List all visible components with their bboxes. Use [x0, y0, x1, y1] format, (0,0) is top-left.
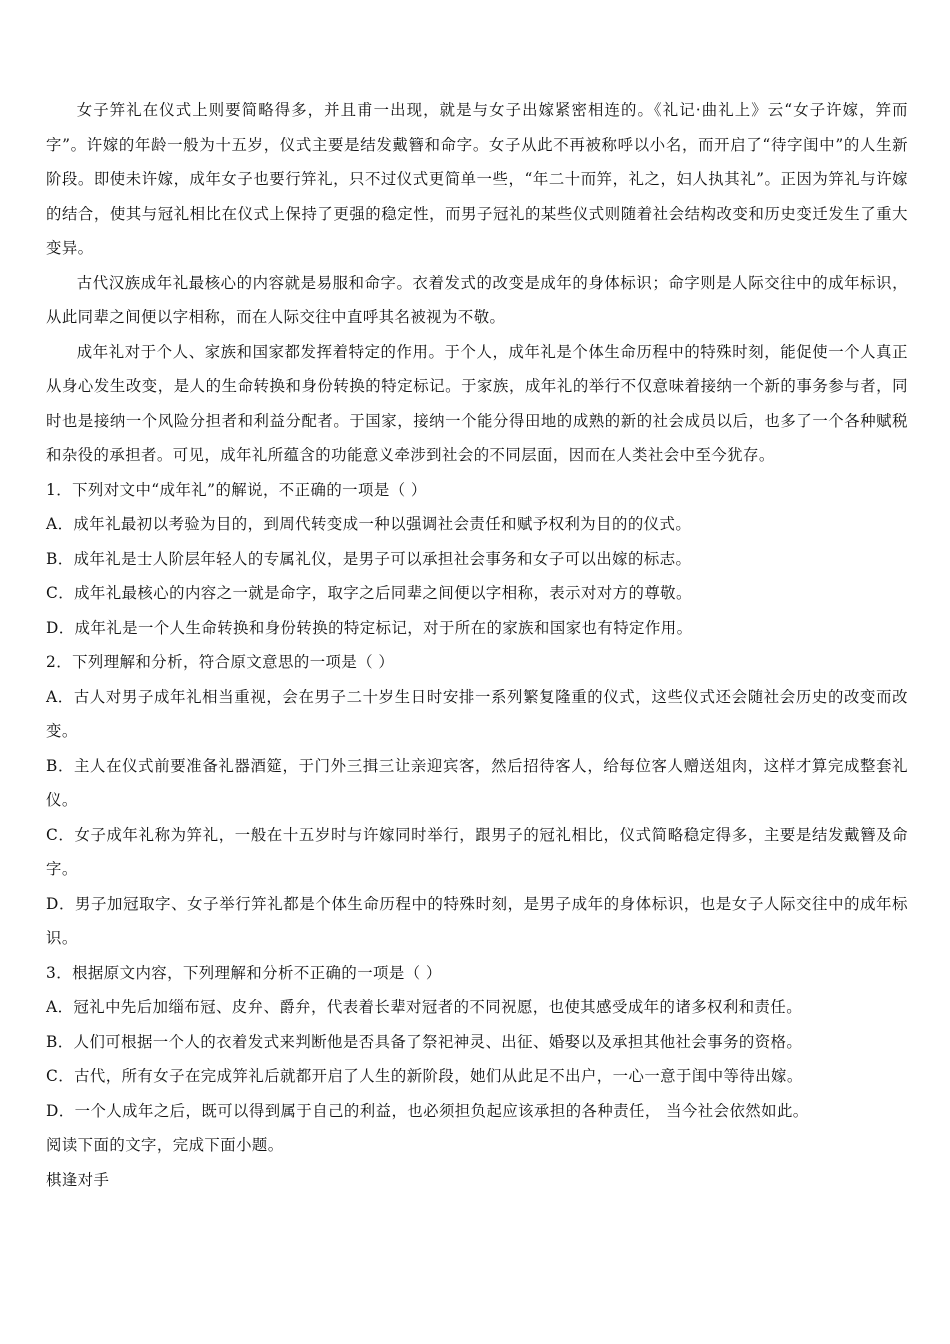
question-1-stem: 1．下列对文中“成年礼”的解说，不正确的一项是（ ） [46, 480, 427, 499]
question-1-option-a: A．成年礼最初以考验为目的，到周代转变成一种以强调社会责任和赋予权利为目的的仪式。 [46, 515, 692, 533]
question-3-stem: 3．根据原文内容，下列理解和分析不正确的一项是（ ） [46, 963, 442, 982]
passage-paragraph-3: 成年礼对于个人、家族和国家都发挥着特定的作用。于个人，成年礼是个体生命历程中的特殊时刻，能促使一个人真正从身心发生改变，是人的生命转换和身份转换的特定标记。于家族，成年礼的举行不仅意味着接纳一个新的事务参与者，同时也是接纳一个风险分担者和利益分配者。于国家，接纳一个能分得田地的成熟的新的社会成员以后，也多了一个各种赋税和杂役的承担者。可见，成年礼所蕴含的功能意义牵涉到社会的不同层面，因而在人类社会中至今犹存。 [46, 342, 908, 464]
next-passage-title: 棋逢对手 [46, 1170, 110, 1189]
question-3-option-a: A．冠礼中先后加缁布冠、皮弁、爵弁，代表着长辈对冠者的不同祝愿，也使其感受成年的诸多权利和责任。 [46, 998, 803, 1016]
reading-instruction: 阅读下面的文字，完成下面小题。 [46, 1136, 284, 1154]
question-2-option-d: D．男子加冠取字、女子举行笄礼都是个体生命历程中的特殊时刻，是男子成年的身体标识，也是女子人际交往中的成年标识。 [46, 894, 908, 947]
passage-paragraph-1: 女子笄礼在仪式上则要简略得多，并且甫一出现，就是与女子出嫁紧密相连的。《礼记·曲礼上》云“女子许嫁，笄而字”。许嫁的年龄一般为十五岁，仪式主要是结发戴簪和命字。女子从此不再被称呼以小名，而开启了“待字闺中”的人生新阶段。即使未许嫁，成年女子也要行笄礼，只不过仪式更简单一些，“年二十而笄，礼之，妇人执其礼”。正因为笄礼与许嫁的结合，使其与冠礼相比在仪式上保持了更强的稳定性，而男子冠礼的某些仪式则随着社会结构改变和历史变迁发生了重大变异。 [46, 101, 908, 257]
question-2 [46, 645, 908, 956]
question-2-stem: 2．下列理解和分析，符合原文意思的一项是（ ） [46, 653, 395, 671]
question-1-option-b: B．成年礼是士人阶层年轻人的专属礼仪，是男子可以承担社会事务和女子可以出嫁的标志。 [46, 549, 692, 568]
question-2-option-b: B．主人在仪式前要准备礼器酒筵，于门外三揖三让亲迎宾客，然后招待客人，给每位客人赠送俎肉，这样才算完成整套礼仪。 [46, 756, 908, 809]
question-2-option-a: A．古人对男子成年礼相当重视，会在男子二十岁生日时安排一系列繁复隆重的仪式，这些仪式还会随社会历史的改变而改变。 [46, 687, 908, 740]
question-3-option-d: D．一个人成年之后，既可以得到属于自己的利益，也必须担负起应该承担的各种责任， 当今社会依然如此。 [46, 1101, 809, 1120]
passage-paragraph-2: 古代汉族成年礼最核心的内容就是易服和命字。衣着发式的改变是成年的身体标识；命字则是人际交往中的成年标识，从此同辈之间便以字相称，而在人际交往中直呼其名被视为不敬。 [46, 273, 908, 326]
document-page [46, 93, 908, 1197]
question-3 [46, 956, 908, 1129]
question-1-option-c: C．成年礼最核心的内容之一就是命字，取字之后同辈之间便以字相称，表示对对方的尊敬。 [46, 584, 692, 602]
question-3-option-b: B．人们可根据一个人的衣着发式来判断他是否具备了祭祀神灵、出征、婚娶以及承担其他社会事务的资格。 [46, 1032, 803, 1051]
question-1-option-d: D．成年礼是一个人生命转换和身份转换的特定标记，对于所在的家族和国家也有特定作用。 [46, 618, 693, 637]
question-1 [46, 473, 908, 646]
question-2-option-c: C．女子成年礼称为笄礼，一般在十五岁时与许嫁同时举行，跟男子的冠礼相比，仪式简略稳定得多，主要是结发戴簪及命字。 [46, 825, 908, 878]
question-3-option-c: C．古代，所有女子在完成笄礼后就都开启了人生的新阶段，她们从此足不出户，一心一意于闺中等待出嫁。 [46, 1067, 803, 1085]
